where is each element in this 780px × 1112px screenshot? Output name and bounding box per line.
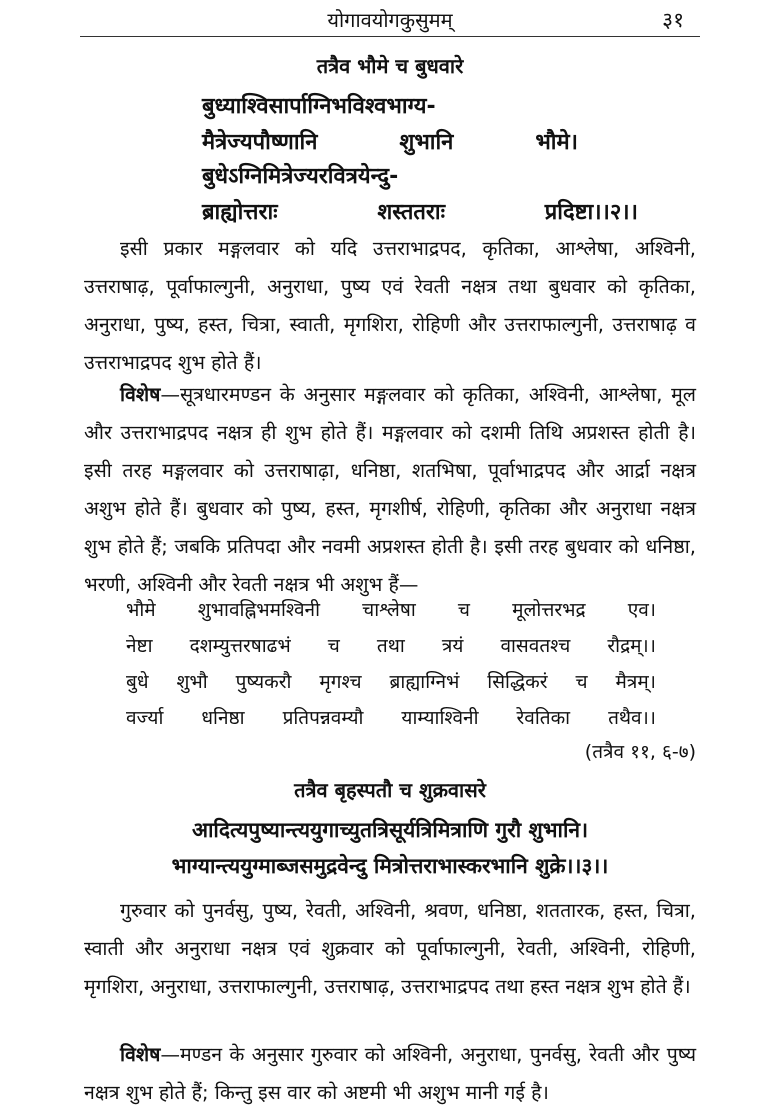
quote-word: धनिष्ठा	[201, 707, 245, 729]
quote-line-1	[126, 596, 656, 622]
quote-word: रेवतिका	[516, 707, 571, 729]
quote-word: ब्राह्याग्निभं	[389, 671, 460, 693]
quote-word: पुष्यकरौ	[235, 671, 292, 693]
shloka-1-line-3	[202, 160, 642, 190]
shloka-word: शुभानि	[399, 130, 454, 155]
note-2-text: —मण्डन के अनुसार गुरुवार को अश्विनी, अनुराधा, पुनर्वसु, रेवती और पुष्य नक्षत्र शुभ होते हैं; किन्तु इस वार को अष्टमी भी अशुभ मानी गई है।	[84, 1043, 696, 1104]
shloka-2-line-2: भाग्यान्त्ययुग्माब्जसमुद्रवेन्दु मित्रोत्तराभास्करभानि शुक्रे।।३।।	[171, 854, 609, 878]
quote-word: मृगश्च	[319, 671, 362, 693]
quote-word: दशम्युत्तरषाढभं	[189, 635, 291, 657]
running-title: योगावयोगकुसुमम्	[327, 8, 453, 32]
shloka-word: भौमे।	[535, 130, 578, 155]
quote-word: च	[575, 671, 588, 693]
running-header	[0, 6, 780, 38]
note-1	[84, 376, 696, 604]
quote-word: तथैव।।	[608, 707, 656, 729]
quote-word: मूलोत्तरभद्र	[512, 599, 586, 621]
quote-word: वर्ज्या	[126, 707, 164, 729]
note-2	[84, 1036, 696, 1112]
shloka-word: बुध्याश्विसार्पाग्निभविश्वभाग्य-	[202, 94, 436, 119]
quote-word: रौद्रम्।।	[607, 635, 656, 657]
paragraph-2	[84, 892, 696, 1006]
quote-word: नेष्टा	[126, 635, 153, 657]
quote-word: सिद्धिकरं	[487, 671, 548, 693]
quote-word: वासवतश्च	[500, 635, 571, 657]
quote-word: बुधे	[126, 671, 149, 693]
note-label: विशेष	[120, 383, 161, 406]
section-title-1: तत्रैव भौमे च बुधवारे	[316, 54, 464, 78]
section-title-2: तत्रैव बृहस्पतौ च शुक्रवासरे	[294, 778, 486, 802]
quote-word: मैत्रम्।	[615, 671, 656, 693]
quote-word: त्रयं	[441, 635, 464, 657]
shloka-word: शस्ततराः	[377, 200, 446, 225]
quote-line-3	[126, 668, 656, 694]
quote-word: प्रतिपन्नवम्यौ	[282, 707, 364, 729]
quote-word: शुभावह्निभमश्विनी	[197, 599, 321, 621]
quote-word: तथा	[376, 635, 405, 657]
shloka-word: प्रदिष्टा।।२।।	[544, 200, 638, 225]
shloka-1-line-4	[202, 196, 638, 226]
shloka-word: बुधेऽग्निमित्रेज्यरवित्रयेन्दु-	[202, 164, 399, 189]
paragraph-2-text: गुरुवार को पुनर्वसु, पुष्य, रेवती, अश्विनी, श्रवण, धनिष्ठा, शततारक, हस्त, चित्रा, स्वाती और अनुराधा नक्षत्र एवं शुक्रवार को पूर्वाफाल्गुनी, रेवती, अश्विनी, रोहिणी, मृगशिरा, अनुराधा, उत्तराफाल्गुनी, उत्तराषाढ़, उत्तराभाद्रपद तथा हस्त नक्षत्र शुभ होते हैं।	[84, 899, 696, 998]
quote-word: च	[327, 635, 340, 657]
header-rule	[80, 36, 700, 37]
quote-word: चाश्लेषा	[362, 599, 416, 621]
quote-word: च	[457, 599, 470, 621]
shloka-word: मैत्रेज्यपौष्णानि	[202, 130, 318, 155]
shloka-1-line-2	[202, 126, 578, 156]
verse-reference: (तत्रैव ११, ६-७)	[584, 741, 696, 763]
quote-word: शुभौ	[176, 671, 208, 693]
quote-word: एव।	[627, 599, 656, 621]
shloka-1-line-1	[202, 90, 642, 120]
quote-line-2	[126, 632, 656, 658]
paragraph-1	[84, 230, 696, 382]
quote-word: याम्याश्विनी	[401, 707, 479, 729]
paragraph-1-text: इसी प्रकार मङ्गलवार को यदि उत्तराभाद्रपद, कृतिका, आश्लेषा, अश्विनी, उत्तराषाढ़, पूर्वाफाल्गुनी, अनुराधा, पुष्य एवं रेवती नक्षत्र तथा बुधवार को कृतिका, अनुराधा, पुष्य, हस्त, चित्रा, स्वाती, मृगशिरा, रोहिणी और उत्तराफाल्गुनी, उत्तराषाढ़ व उत्तराभाद्रपद शुभ होते हैं।	[84, 237, 696, 374]
shloka-2-line-1: आदित्यपुष्यान्त्ययुगाच्युतत्रिसूर्यत्रिमित्राणि गुरौ शुभानि।	[191, 818, 589, 842]
note-1-text: —सूत्रधारमण्डन के अनुसार मङ्गलवार को कृतिका, अश्विनी, आश्लेषा, मूल और उत्तराभाद्रपद नक्षत्र ही शुभ होते हैं। मङ्गलवार को दशमी तिथि अप्रशस्त होती है। इसी तरह मङ्गलवार को उत्तराषाढ़ा, धनिष्ठा, शतभिषा, पूर्वाभाद्रपद और आर्द्रा नक्षत्र अशुभ होते हैं। बुधवार को पुष्य, हस्त, मृगशीर्ष, रोहिणी, कृतिका और अनुराधा नक्षत्र शुभ होते हैं; जबकि प्रतिपदा और नवमी अप्रशस्त होती है। इसी तरह बुधवार को धनिष्ठा, भरणी, अश्विनी और रेवती नक्षत्र भी अशुभ हैं—	[84, 383, 696, 596]
note-label: विशेष	[120, 1043, 161, 1066]
page-number: ३१	[662, 8, 684, 32]
quote-line-4	[126, 704, 656, 730]
shloka-word: ब्राह्योत्तराः	[202, 200, 278, 225]
quote-word: भौमे	[126, 599, 156, 621]
